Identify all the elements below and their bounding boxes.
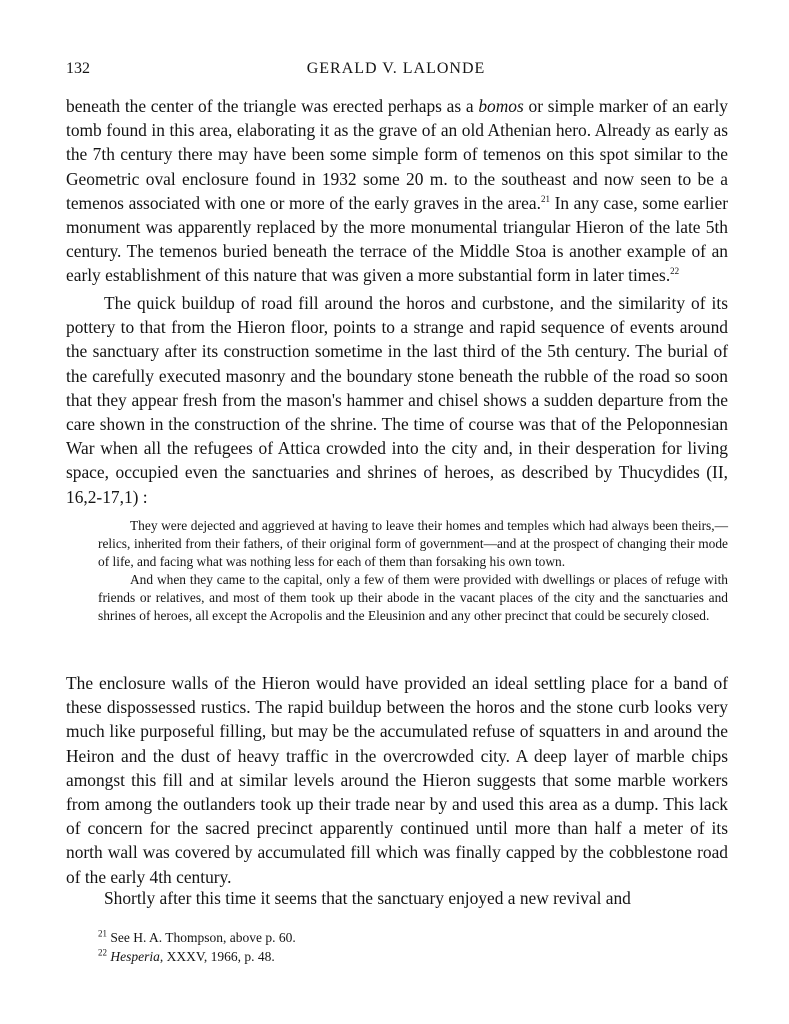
running-head: GERALD V. LALONDE [306, 60, 486, 77]
quote-paragraph-2: And when they came to the capital, only a few of them were provided with dwellings or places of refuge with friends or relatives, and most of them took up their abode in the vacant places of the city and the sanctuaries and shrines of heroes, all except the Acropolis and the Eleusinion and any other precinct that could be securely closed. [98, 571, 728, 623]
paragraph-1-text-c: In any case, some earlier monument was apparently replaced by the more monumental triangular Hieron of the late 5th century. The temenos buried beneath the terrace of the Middle Stoa is another example of an early establishment of this nature that was given a more substantial form in later times. [66, 192, 729, 286]
footnote-21-number: 21 [98, 928, 107, 939]
footnote-22-number: 22 [98, 947, 107, 958]
paragraph-4-text: Shortly after this time it seems that the sanctuary enjoyed a new revival and [104, 888, 631, 908]
paragraph-3 [66, 671, 728, 889]
quote-paragraph-1: They were dejected and aggrieved at having to leave their homes and temples which had always been theirs,—relics, inherited from their fathers, of their original form of government—and at the prospect of changing their mode of life, and facing what was nothing less for each of them than forsaking his own town. [98, 518, 728, 569]
page-number: 132 [66, 60, 90, 77]
footnote-21 [98, 928, 718, 947]
block-quote [98, 517, 728, 624]
footnote-22-text: , XXXV, 1966, p. 48. [159, 949, 275, 964]
paragraph-1-text-b: or simple marker of an early tomb found in this area, elaborating it as the grave of an old Athenian hero. Already as early as the 7th century there may have been some simple form of temenos on this spot similar to the Geometric oval enclosure found in 1932 some 20 m. to the southeast and now seen to be a temenos associated with one or more of the early graves in the area. [66, 96, 729, 213]
footnote-22-italic: Hesperia [110, 949, 160, 964]
paragraph-3-text: The enclosure walls of the Hieron would have provided an ideal settling place for a band of these dispossessed rustics. The rapid buildup between the horos and the stone curb looks very much like purposeful filling, but may be the accumulated refuse of squatters in and around the Heiron and the dust of heavy traffic in the overcrowded city. A deep layer of marble chips amongst this fill and at similar levels around the Hieron suggests that some marble workers from among the outlanders took up their trade near by and used this area as a dump. This lack of concern for the sacred precinct apparently continued until more than half a meter of its north wall was covered by accumulated fill which was finally capped by the cobblestone road of the early 4th century. [66, 673, 728, 887]
page-header [66, 60, 726, 84]
paragraph-1-text-a: beneath the center of the triangle was erected perhaps as a [66, 96, 479, 116]
paragraph-2-text: The quick buildup of road fill around the horos and curbstone, and the similarity of its pottery to that from the Hieron floor, points to a strange and rapid sequence of events around the sanctuary after its construction sometime in the last third of the 5th century. The burial of the carefully executed masonry and the boundary stone beneath the rubble of the road so soon that they appear fresh from the mason's hammer and chisel shows a sudden departure from the care shown in the construction of the shrine. The time of course was that of the Peloponnesian War when all the refugees of Attica crowded into the city and, in their desperation for living space, occupied even the sanctuaries and shrines of heroes, as described by Thucydides (II, 16,2-17,1) : [66, 293, 728, 507]
footnote-21-text: See H. A. Thompson, above p. 60. [107, 930, 296, 945]
paragraph-1-italic: bomos [478, 96, 524, 116]
footnote-22 [98, 947, 718, 966]
footnotes [98, 928, 718, 966]
paragraph-1 [66, 94, 728, 288]
paragraph-4 [66, 886, 728, 910]
paragraph-2 [66, 291, 728, 509]
footnote-ref-22: 22 [670, 266, 680, 277]
footnote-ref-21: 21 [540, 194, 550, 205]
